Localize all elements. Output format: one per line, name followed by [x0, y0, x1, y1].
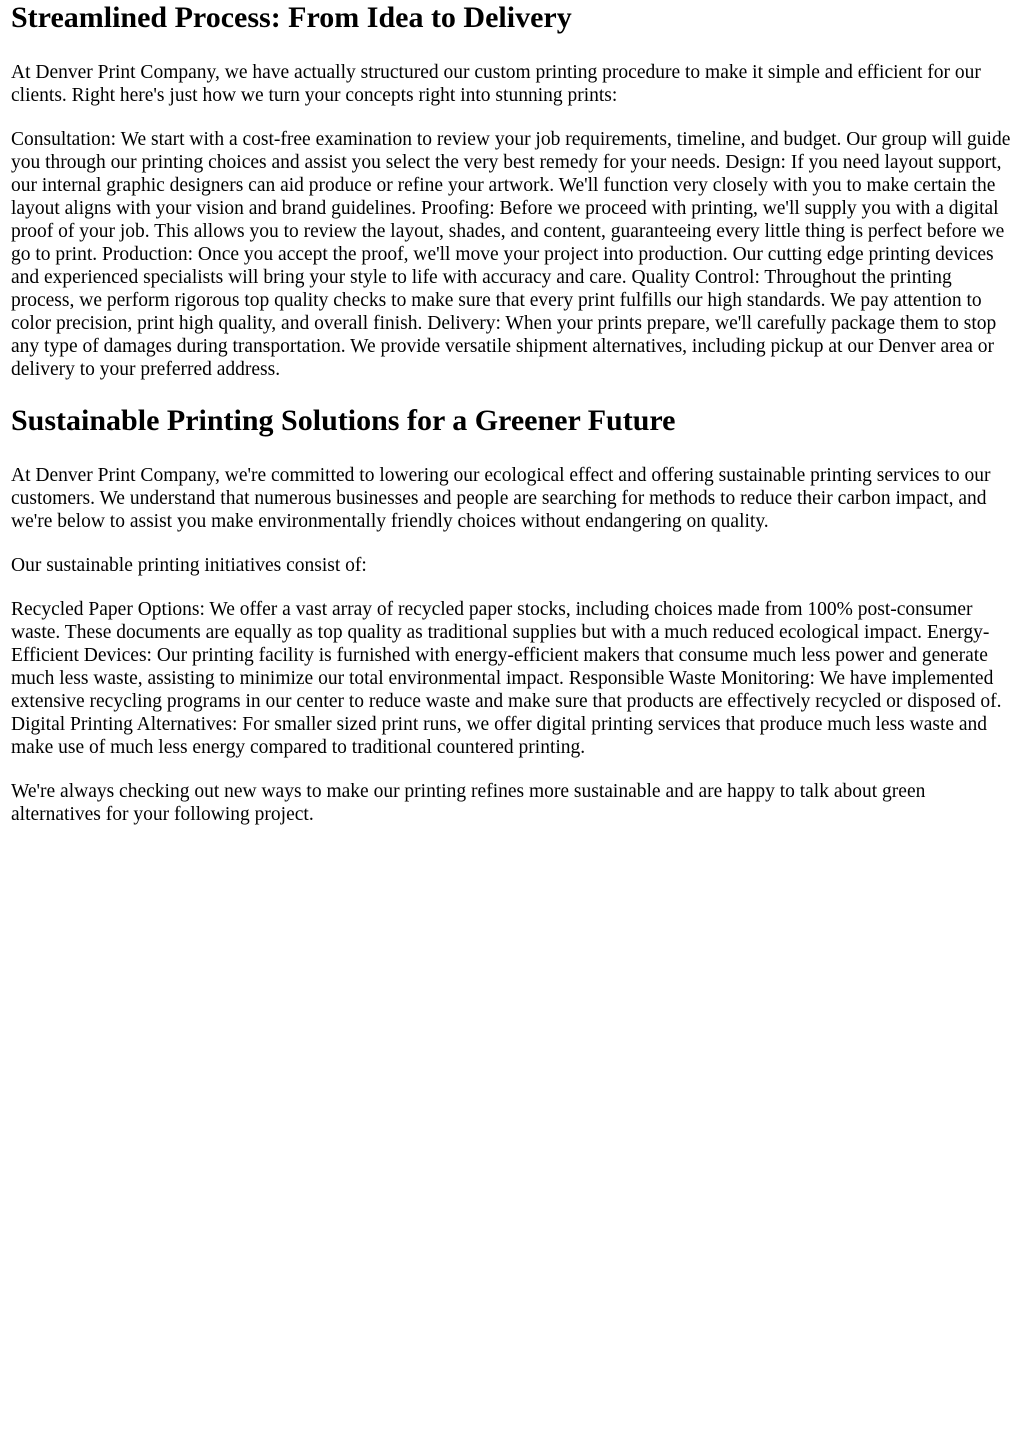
- document: [11, 1, 1014, 826]
- section-heading: Streamlined Process: From Idea to Delivery: [11, 1, 572, 34]
- section-heading: Sustainable Printing Solutions for a Greener Future: [11, 404, 676, 437]
- closing-paragraph: We're always checking out new ways to make our printing refines more sustainable and are happy to talk about green alternatives for your following project.: [11, 781, 926, 825]
- initiatives-lead-paragraph: Our sustainable printing initiatives consist of:: [11, 555, 367, 576]
- process-steps-paragraph: Consultation: We start with a cost-free examination to review your job requirements, timeline, and budget. Our group will guide you through our printing choices and assist you select the very best remedy for your needs. Design: If you need layout support, our internal graphic designers can aid produce or refine your artwork. We'll function very closely with you to make certain the layout aligns with your vision and brand guidelines. Proofing: Before we proceed with printing, we'll supply you with a digital proof of your job. This allows you to review the layout, shades, and content, guaranteeing every little thing is perfect before we go to print. Production: Once you accept the proof, we'll move your project into production. Our cutting edge printing devices and experienced specialists will bring your style to life with accuracy and care. Quality Control: Throughout the printing process, we perform rigorous top quality checks to make sure that every print fulfills our high standards. We pay attention to color precision, print high quality, and overall finish. Delivery: When your prints prepare, we'll carefully package them to stop any type of damages during transportation. We provide versatile shipment alternatives, including pickup at our Denver area or delivery to your preferred address.: [11, 129, 1011, 380]
- initiatives-paragraph: Recycled Paper Options: We offer a vast array of recycled paper stocks, including choices made from 100% post-consumer waste. These documents are equally as top quality as traditional supplies but with a much reduced ecological impact. Energy-Efficient Devices: Our printing facility is furnished with energy-efficient makers that consume much less power and generate much less waste, assisting to minimize our total environmental impact. Responsible Waste Monitoring: We have implemented extensive recycling programs in our center to reduce waste and make sure that products are effectively recycled or disposed of. Digital Printing Alternatives: For smaller sized print runs, we offer digital printing services that produce much less waste and make use of much less energy compared to traditional countered printing.: [11, 599, 1002, 758]
- section-sustainable-printing: [11, 404, 1014, 826]
- section-intro-paragraph: At Denver Print Company, we're committed to lowering our ecological effect and offering sustainable printing services to our customers. We understand that numerous businesses and people are searching for methods to reduce their carbon impact, and we're below to assist you make environmentally friendly choices without endangering on quality.: [11, 465, 991, 532]
- section-intro-paragraph: At Denver Print Company, we have actually structured our custom printing procedure to make it simple and efficient for our clients. Right here's just how we turn your concepts right into stunning prints:: [11, 62, 981, 106]
- section-streamlined-process: [11, 1, 1014, 381]
